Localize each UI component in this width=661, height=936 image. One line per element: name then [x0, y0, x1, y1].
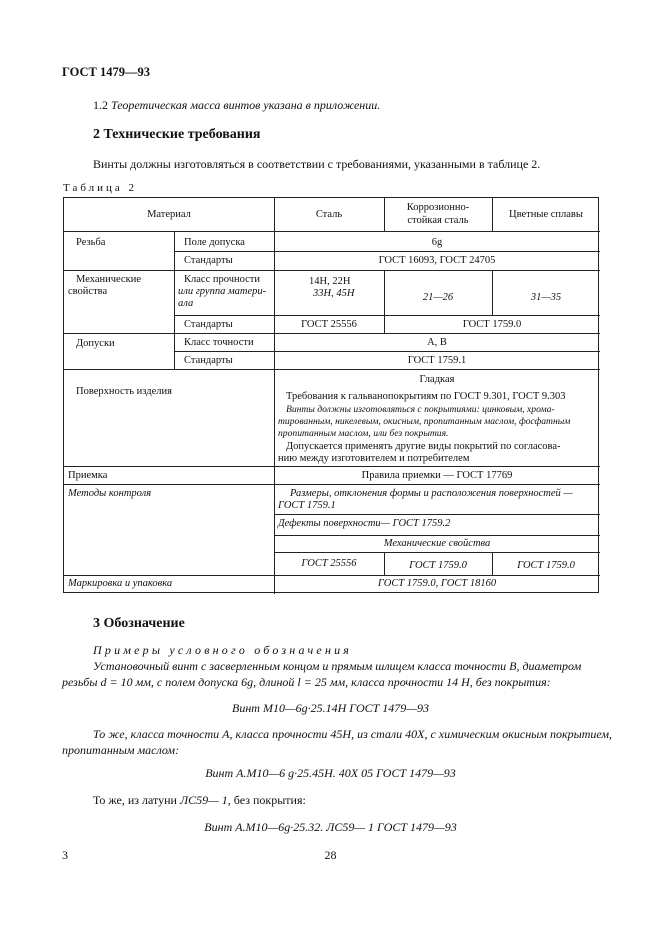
mech-steel-line1: 14Н, 22Н [309, 276, 351, 287]
surface-other-line1: Допускается применять другие виды покрытий по согласова- [286, 441, 561, 452]
tolerances-class-label: Класс точности [184, 337, 254, 348]
section-3-title: 3 Обозначение [93, 616, 185, 631]
page-number: 28 [324, 848, 337, 862]
intro-text: Теоретическая масса винтов указана в приложении. [111, 98, 381, 112]
control-label: Методы контроля [68, 488, 152, 499]
mech-standards-steel: ГОСТ 25556 [301, 319, 357, 330]
marking-label: Маркировка и упаковка [68, 578, 173, 589]
example-3-suffix: , без покрытия: [227, 793, 306, 807]
surface-plating-requirements: Требования к гальванопокрытиям по ГОСТ 9.301, ГОСТ 9.303 [286, 391, 566, 402]
example-3-line [93, 793, 306, 808]
table-caption: Таблица 2 [63, 182, 138, 194]
thread-label: Резьба [76, 237, 106, 248]
mech-nonferrous-value: 31—35 [530, 292, 562, 303]
example-3-material: ЛС59— 1 [179, 793, 228, 807]
thread-standards-label: Стандарты [184, 255, 233, 266]
thread-tolerance-label: Поле допуска [184, 237, 245, 248]
control-mech-steel: ГОСТ 25556 [301, 558, 357, 569]
header-stainless-line2: стойкая сталь [407, 215, 469, 226]
surface-smooth: Гладкая [419, 374, 455, 385]
mech-class-line1: Класс прочности [184, 274, 260, 285]
control-defects: Дефекты поверхности— ГОСТ 1759.2 [278, 518, 451, 529]
acceptance-value: Правила приемки — ГОСТ 17769 [361, 470, 513, 481]
document-code: ГОСТ 1479—93 [62, 65, 151, 79]
control-mech-nonferrous: ГОСТ 1759.0 [517, 560, 575, 571]
thread-tolerance-value: 6g [431, 237, 443, 248]
control-dims-line1: Размеры, отклонения формы и расположения поверхностей — [290, 488, 573, 499]
example-1-line1: Установочный винт с засверленным концом и прямым шлицем класса точности В, диаметром [93, 659, 582, 673]
surface-coatings-line3: пропитанным маслом, или без покрытия. [278, 428, 449, 439]
example-2-line2: пропитанным маслом: [62, 743, 180, 757]
mech-standards-label: Стандарты [184, 319, 233, 330]
control-mech-stainless: ГОСТ 1759.0 [409, 560, 467, 571]
example-3-prefix: То же, из латуни [93, 793, 180, 807]
section-2-text: Винты должны изготовляться в соответствии с требованиями, указанными в таблице 2. [93, 157, 541, 171]
tolerances-class-value: А, В [427, 337, 447, 348]
header-material: Материал [147, 209, 191, 220]
intro-paragraph [93, 98, 380, 113]
tolerances-standards-value: ГОСТ 1759.1 [407, 355, 467, 366]
mech-label-line1: Механические [76, 274, 141, 285]
section-2-title: 2 Технические требования [93, 127, 261, 142]
requirements-table [63, 197, 599, 593]
control-mech-heading: Механические свойства [383, 538, 491, 549]
example-2-code: Винт А.М10—6 g·25.45Н. 40Х 05 ГОСТ 1479—93 [205, 766, 456, 780]
tolerances-label: Допуски [76, 338, 115, 349]
control-dims-line2: ГОСТ 1759.1 [278, 500, 336, 511]
example-2-line1: То же, класса точности А, класса прочности 45Н, из стали 40Х, с химическим окисным покрытием, [93, 727, 613, 741]
example-3-code: Винт А.М10—6g·25.32. ЛС59— 1 ГОСТ 1479—93 [204, 820, 457, 834]
surface-other-line2: нию между изготовителем и потребителем [278, 453, 470, 464]
surface-coatings-line1: Винты должны изготовляться с покрытиями: цинковым, хрома- [286, 404, 555, 415]
tolerances-standards-label: Стандарты [184, 355, 233, 366]
mech-steel-line2: 33Н, 45Н [313, 288, 355, 299]
thread-standards-value: ГОСТ 16093, ГОСТ 24705 [378, 255, 496, 266]
mech-label-line2: свойства [68, 286, 108, 297]
footer-left-number: 3 [62, 848, 68, 862]
mech-stainless-value: 21—26 [422, 292, 454, 303]
mech-class-line2: или группа матери- [178, 286, 267, 297]
intro-number: 1.2 [93, 98, 108, 112]
surface-label: Поверхность изделия [76, 386, 172, 397]
mech-standards-other: ГОСТ 1759.0 [462, 319, 522, 330]
surface-coatings-line2: тированным, никелевым, окисным, пропитанным маслом, фосфатным [278, 416, 571, 427]
example-1-line2: резьбы d = 10 мм, с полем допуска 6g, длиной l = 25 мм, класса прочности 14 Н, без покрытия: [62, 675, 551, 689]
marking-value: ГОСТ 1759.0, ГОСТ 18160 [377, 578, 497, 589]
header-nonferrous: Цветные сплавы [509, 209, 583, 220]
header-steel: Сталь [315, 209, 343, 220]
mech-class-line3: ала [178, 298, 194, 309]
acceptance-label: Приемка [68, 470, 108, 481]
header-stainless-line1: Коррозионно- [406, 202, 470, 213]
example-1-code: Винт М10—6g·25.14Н ГОСТ 1479—93 [232, 701, 429, 715]
examples-heading: Примеры условного обозначения [93, 643, 353, 657]
